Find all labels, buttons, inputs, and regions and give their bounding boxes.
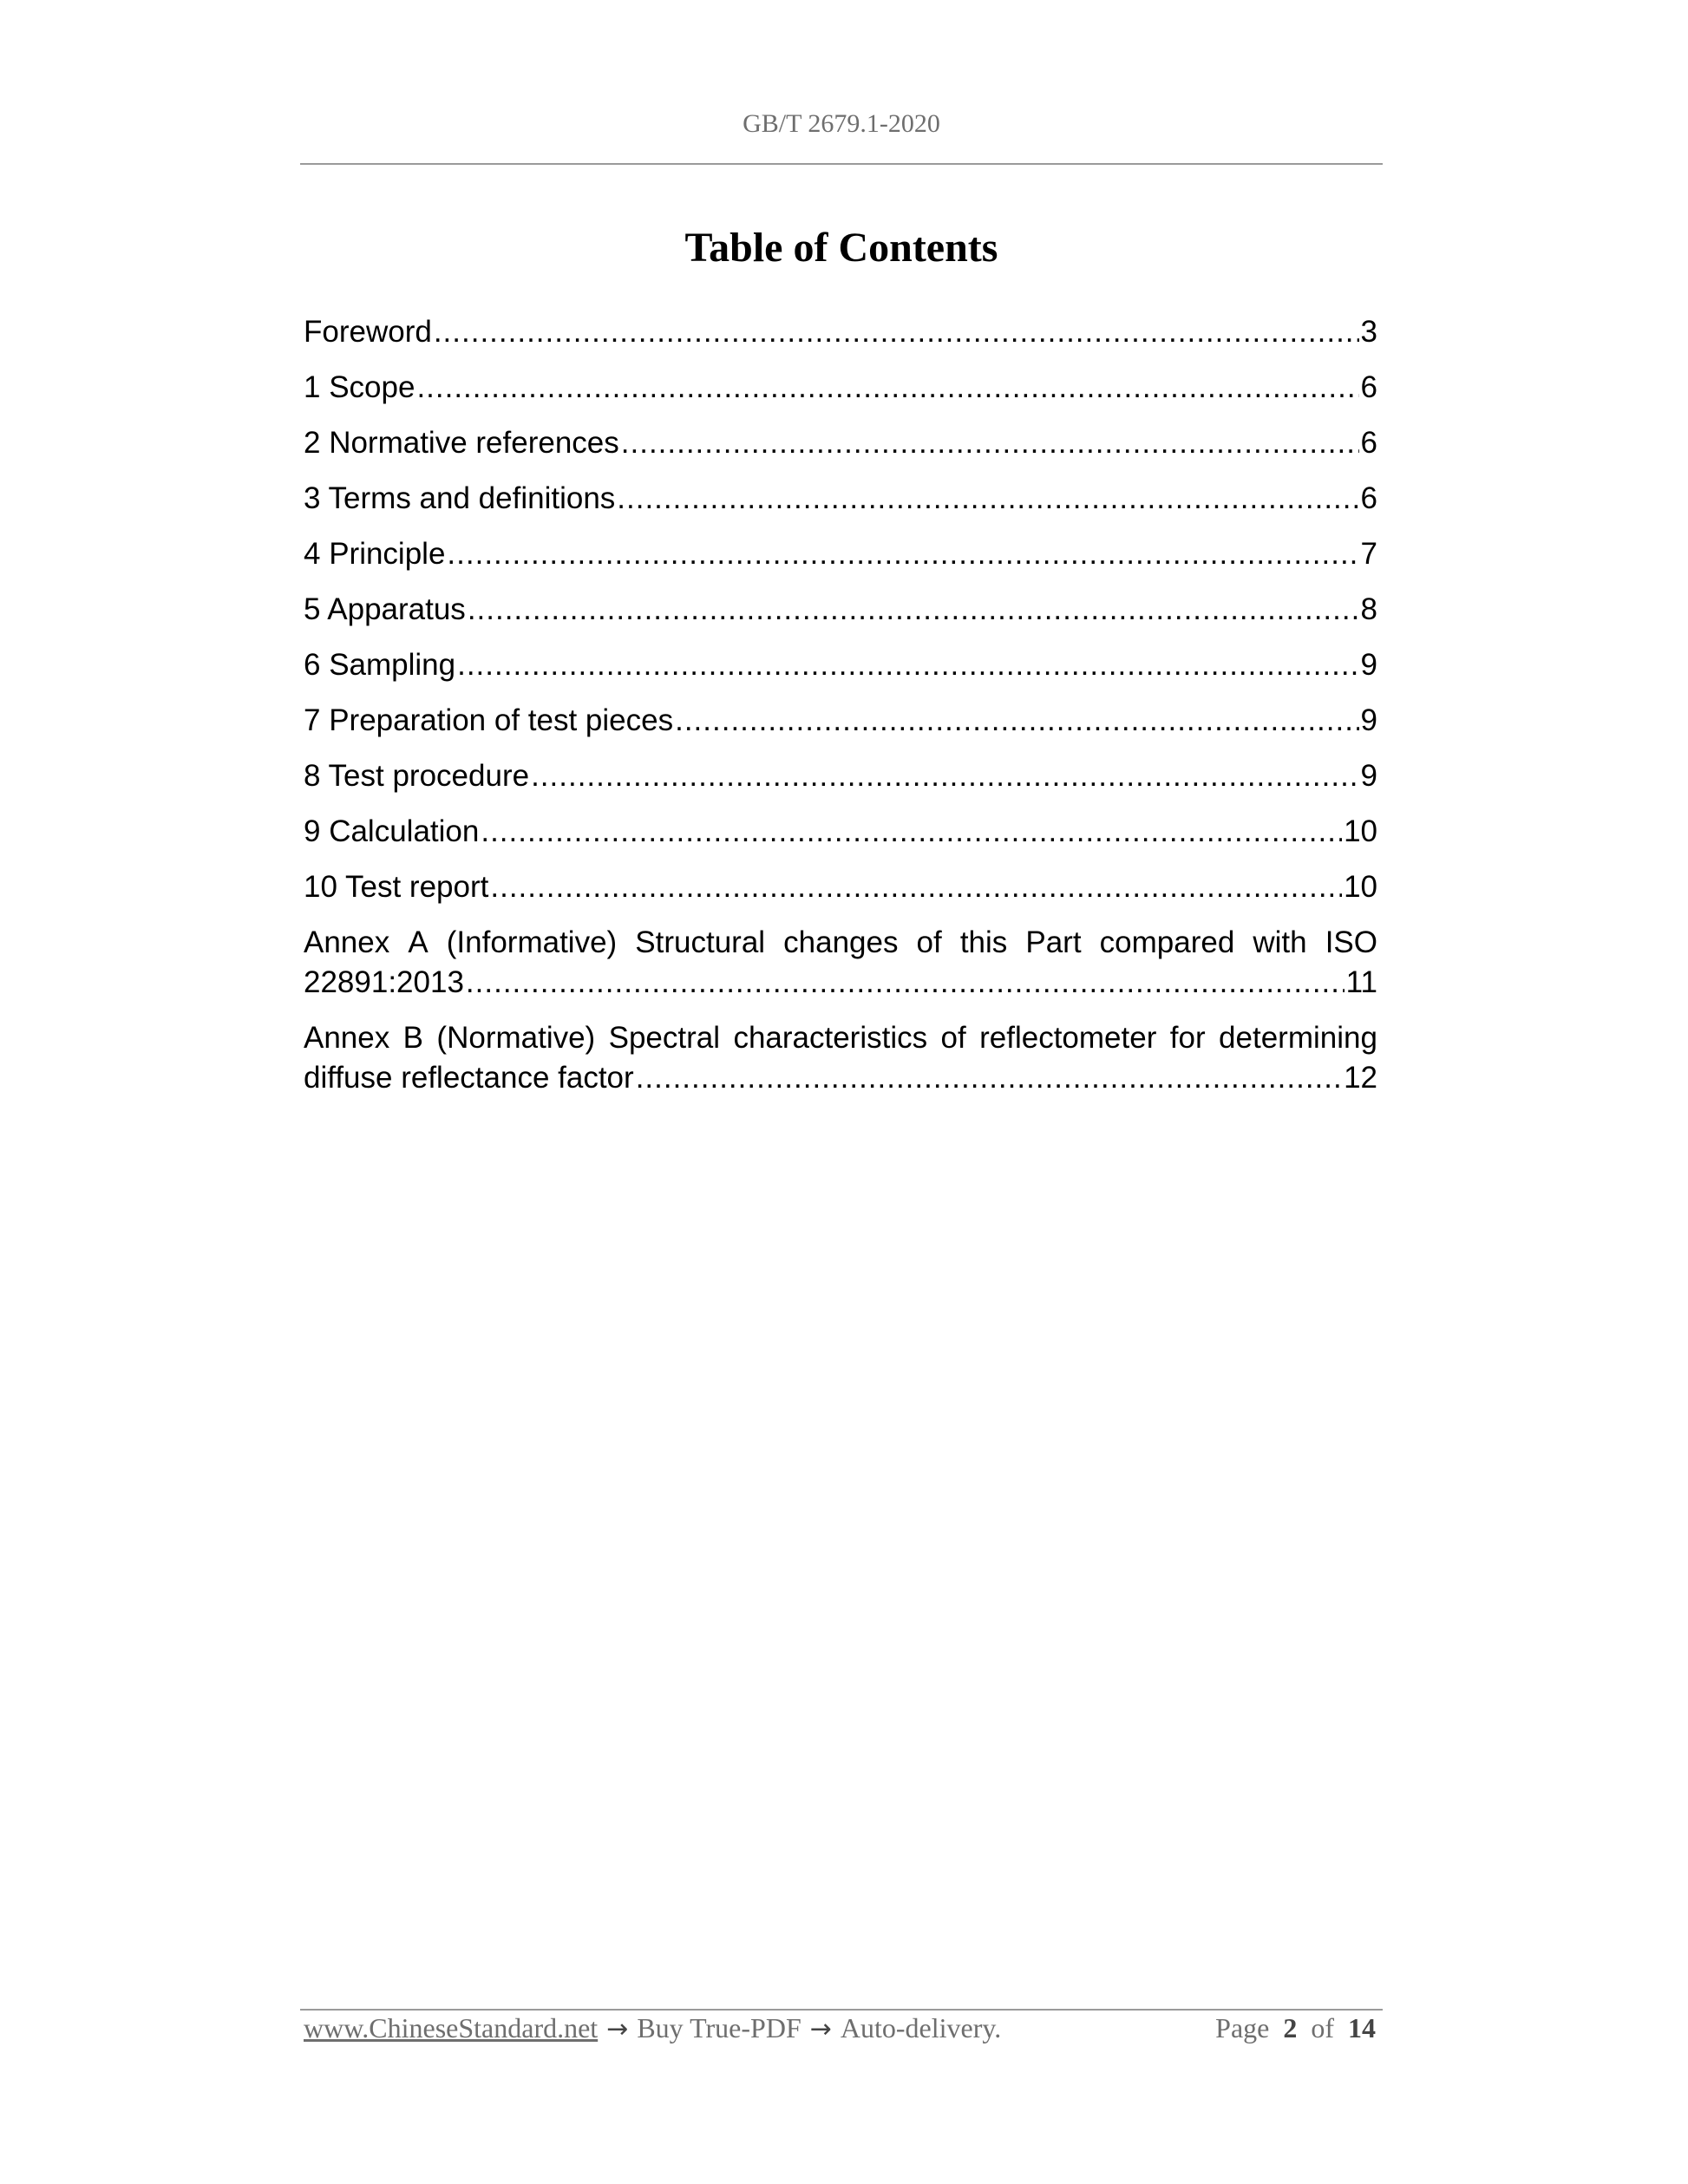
toc-entry-word: A xyxy=(408,925,429,959)
toc-entry-label: 6 Sampling xyxy=(304,648,456,682)
page-footer xyxy=(304,2012,1379,2044)
toc-entry-page: 3 xyxy=(1360,315,1377,349)
toc-entry-word: characteristics xyxy=(733,1021,928,1055)
toc-entry-page: 7 xyxy=(1360,537,1377,571)
toc-entry-label-line1 xyxy=(304,1018,1377,1058)
site-link[interactable]: www.ChineseStandard.net xyxy=(304,2012,599,2043)
toc-entry-sampling[interactable] xyxy=(304,645,1377,685)
toc-entry-word: for xyxy=(1169,1021,1206,1055)
toc-leader-dots xyxy=(447,534,1358,574)
page-word: Page xyxy=(1215,2012,1270,2043)
toc-entry-terms-and-definitions[interactable] xyxy=(304,479,1377,519)
toc-entry-page: 11 xyxy=(1345,965,1377,999)
toc-entry-word: compared xyxy=(1099,925,1235,959)
toc-entry-foreword[interactable] xyxy=(304,312,1377,352)
toc-entry-word: B xyxy=(402,1021,424,1055)
toc-leader-dots xyxy=(621,423,1359,463)
toc-entry-scope[interactable] xyxy=(304,368,1377,408)
toc-entry-label: Foreword xyxy=(304,315,432,349)
toc-entry-page: 6 xyxy=(1360,481,1377,515)
table-of-contents xyxy=(304,312,1377,1114)
toc-entry-label: 1 Scope xyxy=(304,370,415,404)
toc-leader-dots xyxy=(457,645,1358,685)
toc-entry-normative-references[interactable] xyxy=(304,423,1377,463)
toc-entry-annex-a[interactable] xyxy=(304,923,1377,1003)
toc-entry-page: 12 xyxy=(1344,1061,1377,1095)
toc-leader-dots xyxy=(468,590,1359,630)
toc-entry-page: 10 xyxy=(1344,870,1377,904)
toc-entry-word: determining xyxy=(1219,1021,1377,1055)
total-pages: 14 xyxy=(1348,2012,1376,2043)
toc-entry-label: 5 Apparatus xyxy=(304,592,466,626)
toc-leader-dots xyxy=(617,479,1358,519)
toc-leader-dots xyxy=(636,1058,1342,1098)
toc-entry-label: 10 Test report xyxy=(304,870,489,904)
toc-entry-test-report[interactable] xyxy=(304,867,1377,907)
right-arrow-icon: → xyxy=(809,2014,832,2044)
footer-divider xyxy=(300,2009,1383,2011)
toc-entry-word: Part xyxy=(1025,925,1082,959)
toc-entry-word: of xyxy=(916,925,942,959)
toc-entry-label: 22891:2013 xyxy=(304,965,464,999)
toc-leader-dots xyxy=(434,312,1359,352)
toc-leader-dots xyxy=(416,368,1358,408)
footer-promo xyxy=(304,2012,1001,2044)
toc-entry-page: 10 xyxy=(1344,814,1377,848)
toc-entry-annex-b[interactable] xyxy=(304,1018,1377,1098)
of-word: of xyxy=(1311,2012,1334,2043)
toc-entry-word: (Normative) xyxy=(436,1021,596,1055)
right-arrow-icon: → xyxy=(606,2014,629,2044)
toc-entry-label: 3 Terms and definitions xyxy=(304,481,616,515)
toc-entry-page: 8 xyxy=(1360,592,1377,626)
toc-entry-word: changes xyxy=(783,925,899,959)
toc-entry-page: 9 xyxy=(1360,703,1377,737)
toc-entry-word: Spectral xyxy=(608,1021,721,1055)
toc-entry-label: 8 Test procedure xyxy=(304,759,530,793)
toc-entry-label: 9 Calculation xyxy=(304,814,480,848)
toc-entry-word: (Informative) xyxy=(446,925,618,959)
toc-entry-label: 7 Preparation of test pieces xyxy=(304,703,674,737)
toc-entry-label: 2 Normative references xyxy=(304,426,619,460)
toc-entry-page: 6 xyxy=(1360,426,1377,460)
toc-entry-calculation[interactable] xyxy=(304,812,1377,852)
toc-leader-dots xyxy=(675,701,1358,741)
toc-entry-label: 4 Principle xyxy=(304,537,446,571)
buy-text: Buy True-PDF xyxy=(637,2012,801,2043)
toc-entry-page: 9 xyxy=(1360,648,1377,682)
toc-entry-word: Annex xyxy=(304,1021,390,1055)
header-divider xyxy=(300,163,1383,165)
toc-entry-preparation-of-test-pieces[interactable] xyxy=(304,701,1377,741)
toc-entry-label-line1 xyxy=(304,923,1377,963)
toc-entry-word: Structural xyxy=(635,925,766,959)
toc-entry-word: with xyxy=(1253,925,1307,959)
toc-entry-word: ISO xyxy=(1325,925,1377,959)
delivery-text: Auto-delivery. xyxy=(840,2012,1002,2043)
toc-leader-dots xyxy=(481,812,1342,852)
toc-leader-dots xyxy=(466,963,1345,1003)
toc-entry-word: Annex xyxy=(304,925,390,959)
current-page: 2 xyxy=(1283,2012,1298,2043)
toc-entry-word: of xyxy=(940,1021,966,1055)
toc-entry-word: reflectometer xyxy=(979,1021,1157,1055)
toc-leader-dots xyxy=(531,756,1358,796)
toc-entry-word: this xyxy=(959,925,1008,959)
page-number xyxy=(1212,2012,1379,2044)
toc-entry-page: 9 xyxy=(1360,759,1377,793)
toc-leader-dots xyxy=(490,867,1342,907)
toc-entry-test-procedure[interactable] xyxy=(304,756,1377,796)
page-header: GB/T 2679.1-2020 xyxy=(743,109,940,138)
toc-entry-principle[interactable] xyxy=(304,534,1377,574)
toc-entry-apparatus[interactable] xyxy=(304,590,1377,630)
toc-entry-label: diffuse reflectance factor xyxy=(304,1061,634,1095)
toc-title: Table of Contents xyxy=(684,225,998,271)
toc-entry-page: 6 xyxy=(1360,370,1377,404)
